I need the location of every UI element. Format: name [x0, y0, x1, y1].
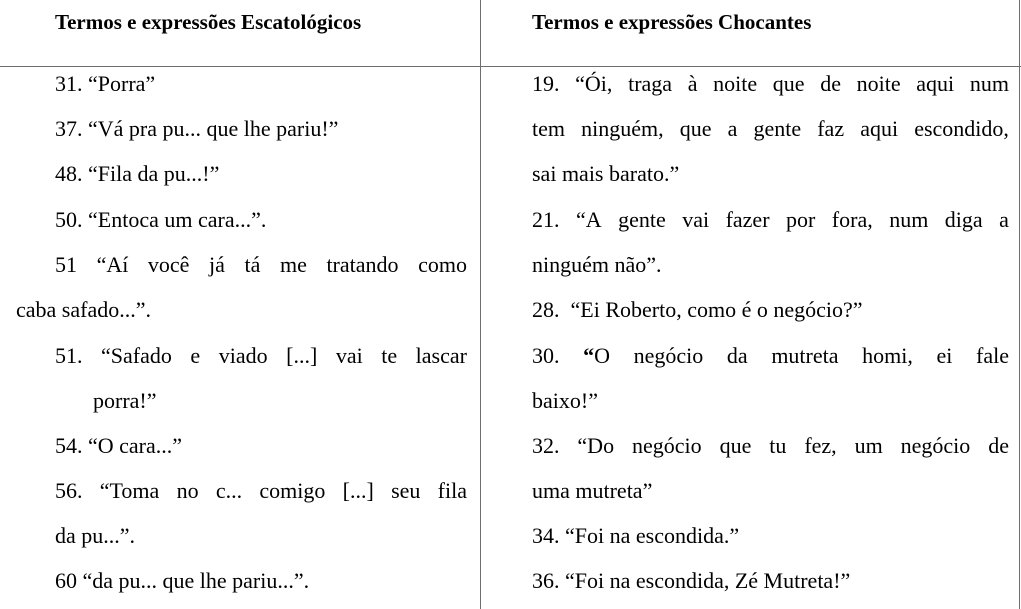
left-line-part: seu — [391, 478, 421, 503]
right-line-part: ei — [936, 343, 953, 368]
right-line-part: negócio — [632, 433, 702, 458]
right-line-part: gente — [753, 116, 802, 141]
right-line-part: ninguém, — [581, 116, 664, 141]
column-divider — [480, 0, 481, 609]
table-right-border — [1019, 0, 1020, 609]
right-line-part: negócio — [900, 433, 971, 458]
left-line-part: no — [176, 478, 199, 503]
right-line-part: de — [820, 71, 841, 96]
right-line-part: que — [719, 433, 752, 458]
right-line-part: aqui — [916, 71, 955, 96]
left-line: da pu...”. — [55, 523, 136, 548]
right-line-part: num — [889, 207, 929, 232]
right-line-part: tem — [532, 116, 565, 141]
right-line-part: noite — [856, 71, 901, 96]
left-line: 50. “Entoca um cara...”. — [55, 207, 267, 232]
right-line-part: por — [786, 207, 816, 232]
right-line-part: 32. — [532, 433, 560, 458]
right-line-justified — [532, 432, 1009, 460]
left-line-part: fila — [437, 478, 467, 503]
right-line-part: 30. — [532, 343, 560, 368]
right-line-part: negócio — [633, 343, 704, 368]
left-line-part: [...] — [286, 343, 318, 368]
right-line-part: fora, — [831, 207, 873, 232]
right-line: 36. “Foi na escondida, Zé Mutreta!” — [532, 568, 851, 593]
left-line: 60 “da pu... que lhe pariu...”. — [55, 568, 310, 593]
right-line-part: noite — [713, 71, 758, 96]
right-line-part: da — [726, 343, 748, 368]
left-line-part: comigo — [259, 478, 326, 503]
right-line-part: escondido, — [914, 116, 1009, 141]
left-line-part: “Aí — [96, 252, 129, 277]
left-line-part: tratando — [326, 252, 399, 277]
left-line-part: vai — [335, 343, 363, 368]
right-line-part: de — [988, 433, 1009, 458]
right-line-part: diga — [944, 207, 983, 232]
right-line-part: homi, — [862, 343, 913, 368]
right-line-part: um — [854, 433, 883, 458]
left-line-part: te — [381, 343, 398, 368]
right-line-part: gente — [618, 207, 666, 232]
left-line: porra!” — [93, 388, 157, 413]
right-line-part: que — [772, 71, 805, 96]
left-line: 31. “Porra” — [55, 71, 156, 96]
left-line-part: “Safado — [101, 343, 172, 368]
left-line-part: como — [418, 252, 467, 277]
right-line-part: “Do — [577, 433, 615, 458]
left-line: caba safado...”. — [16, 297, 151, 322]
right-line-part: à — [687, 71, 698, 96]
left-line-justified — [55, 251, 467, 279]
right-line-part: aqui — [860, 116, 899, 141]
left-line-part: você — [147, 252, 190, 277]
right-line-part: 19. — [532, 71, 560, 96]
right-line-part: vai — [682, 207, 710, 232]
left-line-justified — [55, 477, 467, 505]
right-line-part: “Ói, — [575, 71, 613, 96]
left-line-part: já — [209, 252, 225, 277]
left-line-part: 56. — [55, 478, 83, 503]
right-line: 28. “Ei Roberto, como é o negócio?” — [532, 297, 863, 322]
right-line-part: “O — [583, 343, 611, 368]
right-line-part: fazer — [725, 207, 770, 232]
right-line-justified — [532, 115, 1009, 143]
left-line-justified — [55, 342, 467, 370]
right-line: baixo!” — [532, 388, 598, 413]
header-right: Termos e expressões Chocantes — [532, 10, 812, 34]
left-line-part: c... — [215, 478, 243, 503]
right-line-part: fez, — [804, 433, 837, 458]
left-line: 37. “Vá pra pu... que lhe pariu!” — [55, 116, 339, 141]
right-line: 34. “Foi na escondida.” — [532, 523, 740, 548]
right-line-part: fale — [976, 343, 1009, 368]
left-line: 48. “Fila da pu...!” — [55, 161, 220, 186]
left-line-part: 51. — [55, 343, 83, 368]
left-line-part: lascar — [415, 343, 467, 368]
left-line: 54. “O cara...” — [55, 433, 183, 458]
right-line-part: traga — [628, 71, 673, 96]
right-line-part: a — [999, 207, 1009, 232]
left-line-part: tá — [244, 252, 261, 277]
left-line-part: “Toma — [99, 478, 160, 503]
right-line-part: mutreta — [771, 343, 839, 368]
header-left: Termos e expressões Escatológicos — [55, 10, 362, 34]
left-line-part: viado — [218, 343, 268, 368]
right-line-part: num — [969, 71, 1009, 96]
right-line-justified — [532, 206, 1009, 234]
right-line: uma mutreta” — [532, 478, 653, 503]
right-line-part: 21. — [532, 207, 560, 232]
right-line-part: tu — [769, 433, 787, 458]
right-line: sai mais barato.” — [532, 161, 680, 186]
right-line-part: faz — [817, 116, 845, 141]
right-line-part: que — [679, 116, 712, 141]
right-line-justified — [532, 342, 1009, 370]
right-line-part: a — [727, 116, 738, 141]
header-divider — [0, 66, 1021, 67]
left-line-part: me — [279, 252, 307, 277]
right-line-part: “A — [575, 207, 602, 232]
left-line-part: [...] — [342, 478, 374, 503]
right-line-justified — [532, 70, 1009, 98]
left-line-part: e — [190, 343, 201, 368]
left-line-part: 51 — [55, 252, 77, 277]
right-line: ninguém não”. — [532, 252, 662, 277]
